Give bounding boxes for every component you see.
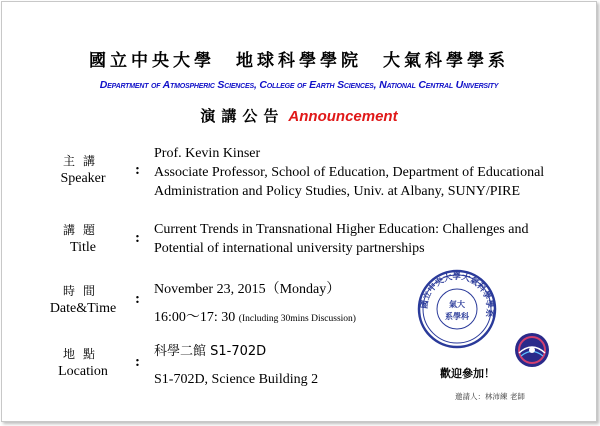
speaker-content	[154, 144, 574, 201]
announcement-heading-en: Announcement	[288, 108, 398, 125]
announcement-heading-zh: 演講公告	[200, 107, 285, 125]
atmospheric-logo-icon	[513, 331, 551, 369]
datetime-content	[154, 276, 574, 333]
speaker-affiliation-line1: Associate Professor, School of Education, Department of Educational	[154, 165, 545, 180]
speaker-label	[44, 153, 122, 187]
location-colon: :	[135, 354, 140, 370]
title-label	[44, 222, 122, 256]
announcement-page	[1, 1, 597, 422]
department-title-zh: 國立中央大學 地球科學學院 大氣科學學系	[89, 51, 509, 71]
datetime-label	[44, 283, 122, 317]
seal-outer-text: 國立中央大學大氣科學學系	[419, 271, 495, 318]
welcome-text: 歡迎參加！	[440, 367, 495, 380]
location-en: S1-702D, Science Building 2	[154, 372, 319, 387]
seal-inner-bottom: 系學科	[445, 312, 469, 321]
datetime-colon: :	[135, 291, 140, 307]
talk-title-line1: Current Trends in Transnational Higher Education: Challenges and	[154, 222, 529, 237]
speaker-label-en: Speaker	[60, 171, 106, 186]
seal-inner-top: 氣大	[449, 300, 465, 309]
location-label-en: Location	[58, 364, 108, 379]
talk-time: 16:00～17: 30	[154, 310, 236, 325]
department-title-en: Department of Atmospheric Sciences, College of Earth Sciences, National Central University	[99, 79, 499, 91]
location-content	[154, 338, 574, 394]
speaker-label-zh: 主講	[62, 154, 103, 168]
speaker-colon: :	[135, 162, 140, 178]
location-label	[44, 346, 122, 380]
location-label-zh: 地點	[62, 347, 103, 361]
title-label-zh: 講題	[62, 223, 103, 237]
talk-time-row	[154, 304, 574, 333]
speaker-name: Prof. Kevin Kinser	[154, 146, 261, 161]
talk-date: November 23, 2015（Monday）	[154, 282, 341, 297]
title-content	[154, 220, 574, 258]
inviter-text: 邀請人：林沛練 老師	[455, 392, 525, 401]
location-zh: 科學二館 S1-702D	[154, 344, 267, 359]
announcement-heading	[2, 105, 596, 126]
title-label-en: Title	[70, 240, 96, 255]
title-colon: :	[135, 230, 140, 246]
department-seal-icon	[417, 269, 497, 349]
speaker-affiliation-line2: Administration and Policy Studies, Univ. at Albany, SUNY/PIRE	[154, 184, 521, 199]
datetime-label-zh: 時間	[62, 284, 103, 298]
talk-title-line2: Potential of international university partnerships	[154, 241, 425, 256]
talk-time-note: (Including 30mins Discussion)	[238, 314, 356, 324]
datetime-label-en: Date&Time	[49, 301, 117, 316]
